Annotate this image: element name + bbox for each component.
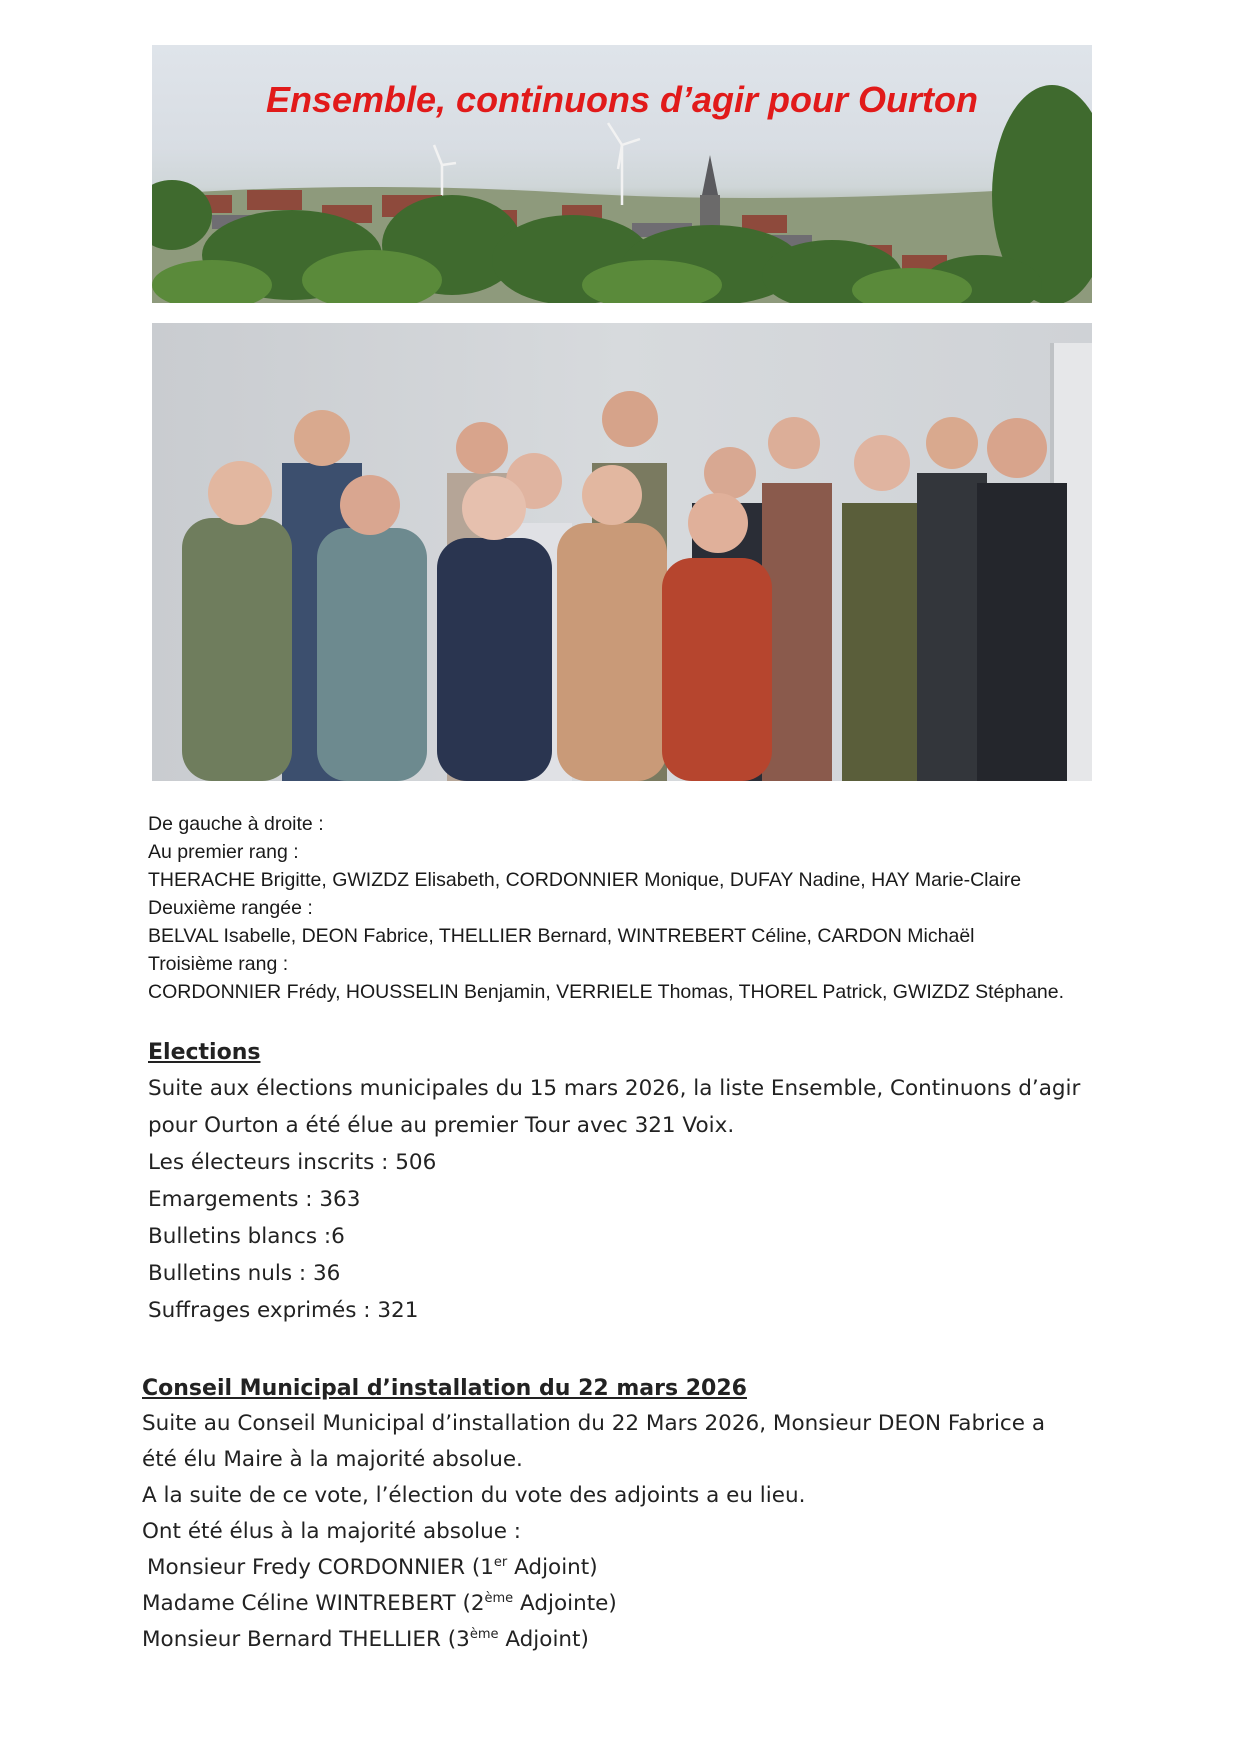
conseil-section	[142, 1372, 1142, 1658]
elections-line: Bulletins nuls : 36	[148, 1261, 341, 1286]
caption-line: CORDONNIER Frédy, HOUSSELIN Benjamin, VERRIELE Thomas, THOREL Patrick, GWIZDZ Stéphane.	[148, 981, 1065, 1003]
adjoint-line: Monsieur Fredy CORDONNIER (1er Adjoint)	[147, 1554, 598, 1580]
elections-line: Bulletins blancs :6	[148, 1224, 345, 1249]
banner-image	[152, 45, 1092, 303]
elections-section	[148, 1036, 1148, 1329]
elections-heading: Elections	[148, 1040, 261, 1065]
caption-line: De gauche à droite :	[148, 813, 324, 835]
caption-line: THERACHE Brigitte, GWIZDZ Elisabeth, CORDONNIER Monique, DUFAY Nadine, HAY Marie-Claire	[148, 869, 1022, 891]
photo-caption	[148, 810, 1128, 1006]
caption-line: Troisième rang :	[148, 953, 289, 975]
elections-line: pour Ourton a été élue au premier Tour avec 321 Voix.	[148, 1113, 735, 1138]
caption-line: Deuxième rangée :	[148, 897, 313, 919]
elections-line: Suite aux élections municipales du 15 mars 2026, la liste Ensemble, Continuons d’agir	[148, 1076, 1081, 1101]
conseil-line: A la suite de ce vote, l’élection du vote des adjoints a eu lieu.	[142, 1483, 806, 1508]
adjoint-line: Monsieur Bernard THELLIER (3ème Adjoint)	[142, 1626, 589, 1652]
conseil-heading: Conseil Municipal d’installation du 22 mars 2026	[142, 1376, 747, 1401]
conseil-line: Ont été élus à la majorité absolue :	[142, 1519, 522, 1544]
adjoint-line: Madame Céline WINTREBERT (2ème Adjointe)	[142, 1590, 617, 1616]
banner-title: Ensemble, continuons d’agir pour Ourton	[265, 79, 979, 120]
group-photo	[152, 323, 1092, 781]
group-photo-illustration	[152, 323, 1092, 781]
elections-line: Suffrages exprimés : 321	[148, 1298, 419, 1323]
caption-line: BELVAL Isabelle, DEON Fabrice, THELLIER Bernard, WINTREBERT Céline, CARDON Michaël	[148, 925, 975, 947]
conseil-line: Suite au Conseil Municipal d’installation du 22 Mars 2026, Monsieur DEON Fabrice a	[142, 1411, 1045, 1436]
conseil-line: été élu Maire à la majorité absolue.	[142, 1447, 523, 1472]
elections-line: Emargements : 363	[148, 1187, 361, 1212]
caption-line: Au premier rang :	[148, 841, 299, 863]
elections-line: Les électeurs inscrits : 506	[148, 1150, 437, 1175]
